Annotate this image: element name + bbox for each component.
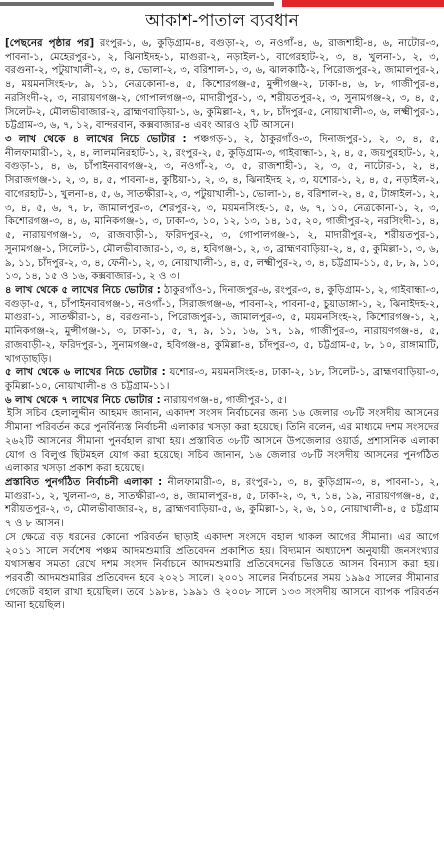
section-lead-5-6: ৫ লাখ থেকে ৬ লাখের নিচে ভোটার : (5, 367, 166, 379)
section-lead-6-7: ৬ লাখ থেকে ৭ লাখের নিচে ভোটার : (5, 394, 161, 406)
paragraph-text: পঞ্চগড়-১, ২, ঠাকুরগাঁও-৩, দিনাজপুর-১, ২, ৩, ৪, ৫, নীলফামারী-১, ২, ৪, লালমনিরহাট-১, ২, রংপুর-২, ৫, কুড়িগ্রাম-৩, গাইবান্ধা-১, ২, ৪, ৫, জয়পুরহাট-১, ২, বগুড়া-১, ৪, ৬, চাঁপাইনবাবগঞ্জ-২, ৩, নওগাঁ-২, ৩, ৫, রাজশাহী-১, ২, ৩, ৫, নাটোর-১, ২, ৪, সিরাজগঞ্জ-১, ২, ৩, ৪, ৫, পাবনা-৪, কুষ্টিয়া-১, ২, ৩, ৪, ঝিনাইদহ ২, ৩, যশোর-১, ২, ৪, ৫, নড়াইল-২, বাগেরহাট-১, খুলনা-৪, ৫, ৬, সাতক্ষীরা-২, ৩, পটুয়াখালী-১, ভোলা-১, ৪, বরিশাল-২, ৪, ৫, টাঙ্গাইল-১, ২, ৩, ৪, ৫, ৬, ৭, ৮, জামালপুর-৩, শেরপুর-২, ৩, ময়মনসিংহ-১, ৫, ৬, ৭, ১০, নেত্রকোনা-১, ২, ৩, কিশোরগঞ্জ-৩, ৪, ৬, মানিকগঞ্জ-১, ৩, ঢাকা-৩, ১০, ১২, ১৩, ১৪, ১৫, ২০, গাজীপুর-২, নরসিংদী-১, ৪, ৫, নারায়ণগঞ্জ-১, ৩, রাজবাড়ী-১, ফরিদপুর-২, ৩, গোপালগঞ্জ-১, ২, মাদারীপুর-২, শরীয়তপুর-১, সুনামগঞ্জ-১, সিলেট-১, মৌলভীবাজার-১, ৩, ৪, হবিগঞ্জ-১, ২, ৩, ব্রাহ্মণবাড়িয়া-২, ৪, ৫, কুমিল্লা-১, ৩, ৬, ৯, ১১, চাঁদপুর-২, ৩, ৪, ফেনী-১, ২, ৩, নোয়াখালী-১, ৪, ৫, লক্ষ্মীপুর-২, ৩, ৪, চট্টগ্রাম-১১, ৫, ৮, ৯, ১০, ১৩, ১৪, ১৫ ও ১৬, কক্সবাজার-১, ২ ও ৩। (5, 134, 439, 283)
paragraph-text: ইসি সচিব হেলালুদ্দীন আহমদ জানান, একাদশ সংসদ নির্বাচনের জন্য ১৬ জেলার ৩৮টি সংসদীয় আসনের সীমানা পরিবর্তন করে পুনর্বিন্যস্ত নির্বাচনী এলাকার খসড়া করা হয়েছে। তিনি বলেন, এর মাধ্যমে দশম সংসদের ২৬২টি আসনের সীমানা পুনর্বহাল রাখা হয়। প্রস্তাবিত ৩৮টি আসনে উপজেলার ওয়ার্ড, প্রশাসনিক এলাকা যোগ ও বিলুপ্ত ছিটমহল যোগ করা হয়েছে। সচিব জানান, ১৬ জেলার ৩৮টি সংসদীয় আসনের পুনর্গঠিত এলাকার খসড়া প্রকাশ করা হয়েছে। (5, 408, 439, 475)
section-lead-proposed: প্রস্তাবিত পুনর্গঠিত নির্বাচনী এলাকা : (5, 477, 163, 488)
paragraph-text: রংপুর-১, ৬, কুড়িগ্রাম-৪, বগুড়া-২, ৩, নওগাঁ-৪, ৬, রাজশাহী-৪, ৬, নাটোর-৩, পাবনা-১, মেহেরপুর-১, ২, ঝিনাইদহ-১, মাগুরা-২, নড়াইল-১, বাগেরহাট-২, ৩, ৪, খুলনা-১, ২, ৩, বরগুনা-২, পটুয়াখালী-২, ৩, ৪, ভোলা-২, ৩, বরিশাল-১, ৩, ৬, ঝালকাঠি-২, পিরোজপুর-২, জামালপুর-২, ৪, ময়মনসিংহ-৮, ৯, ১১, নেত্রকোনা-৪, ৫, কিশোরগঞ্জ-৫, মুন্সীগঞ্জ-২, ঢাকা-৪, ৬, ৮, গাজীপুর-৪, নরসিংদী-২, ৩, নারায়ণগঞ্জ-২, গোপালগঞ্জ-৩, মাদারীপুর-১, ৩, শরীয়তপুর-২, ৩, সুনামগঞ্জ-২, ৩, ৪, ৫, সিলেট-২, মৌলভীবাজার-২, ব্রাহ্মণবাড়িয়া-১, ৬, কুমিল্লা-২, ৭, ৮, চাঁদপুর-৫, নোয়াখালী-৩, ৬, লক্ষ্মীপুর-১, চট্টগ্রাম-৩, ৬, ৭, ১২, বান্দরবান, কক্সবাজার-৪ এবং আরও ২টি আসনে। (5, 38, 439, 132)
paragraph-4-to-5-lakh (5, 284, 439, 366)
paragraph-text: নারায়ণগঞ্জ-৪, গাজীপুর-১, ৫। (160, 394, 287, 406)
paragraph-3-to-4-lakh (5, 133, 439, 284)
article-body (5, 37, 439, 613)
continued-marker: [পেছনের পৃষ্ঠার পর] (5, 38, 95, 49)
paragraph-text: সে ক্ষেত্রে বড় ধরনের কোনো পরিবর্তন ছাড়াই একাদশ সংসদে বহাল থাকল আগের সীমানা। এর আগে ২০১১ সালে সর্বশেষ পঞ্চম আদমশুমারি প্রতিবেদন প্রকাশিত হয়। বিদ্যমান অধ্যাদেশ অনুযায়ী জনসংখ্যার যথাসম্ভব সমতা রেখে দশম সংসদ নির্বাচনে আদমশুমারি প্রতিবেদনের ভিত্তিতে আসন বিন্যাস করা হয়। পরবর্তী আদমশুমারির প্রতিবেদন হবে ২০২১ সালে। ২০০১ সালের নির্বাচনের সময় ১৯৯৫ সালের সীমানার গেজেট বহাল রাখা হয়েছিল। তবে ১৯৮৪, ১৯৯১ ও ২০০৮ সালে ১৩৩ সংসদীয় আসনে ব্যাপক পরিবর্তন আনা হয়েছিল। (5, 531, 439, 612)
header-rule (0, 0, 444, 8)
paragraph-text: যশোর-৩, ময়মনসিংহ-৪, ঢাকা-২, ১৮, সিলেট-১, ব্রাহ্মণবাড়িয়া-৩, কুমিল্লা-১০, নোয়াখালী-৪ ও চট্টগ্রাম-১১। (5, 367, 439, 392)
paragraph-ec-secretary (5, 407, 439, 476)
paragraph-5-to-6-lakh (5, 366, 439, 393)
paragraph-conclusion (5, 531, 439, 613)
section-lead-3-4: ৩ লাখ থেকে ৪ লাখের নিচে ভোটার : (5, 134, 187, 146)
paragraph-continued (5, 37, 439, 133)
paragraph-text: নীলফামারী-৩, ৪, রংপুর-১, ৩, ৪, কুড়িগ্রাম-৩, ৪, পাবনা-১, ২, মাগুরা-১, ২, খুলনা-৩, ৪, সাতক্ষীরা-৩, ৪, জামালপুর-৪, ৫, ঢাকা-২, ৩, ৭, ১৪, ১৯, নারায়ণগঞ্জ-৪, ৫, শরীয়তপুর-২, ৩, মৌলভীবাজার-২, ৪, ব্রাহ্মণবাড়িয়া-৫, ৬, কুমিল্লা-১, ২, ৬, ১০, নোয়াখালী-৪, ৫ চট্টগ্রাম ৭ ও ৮ আসন। (5, 477, 439, 530)
paragraph-proposed-areas (5, 476, 439, 531)
paragraph-6-to-7-lakh (5, 394, 439, 408)
paragraph-text: ঠাকুরগাঁও-১, দিনাজপুর-৬, রংপুর-৩, ৪, কুড়িগ্রাম-১, ২, গাইবান্ধা-৩, বগুড়া-৫, ৭, চাঁপাইনবাবগঞ্জ-১, নওগাঁ-১, সিরাজগঞ্জ-৬, পাবনা-২, পাবনা-৫, চুয়াডাঙ্গা-১, ২, ঝিনাইদহ-২, মাগুরা-১, সাতক্ষীরা-১, ৪, বরগুনা-১, পিরোজপুর-১, জামালপুর-৩, ৫, ময়মনসিংহ-২, কিশোরগঞ্জ-১, ২, মানিকগঞ্জ-২, মুন্সীগঞ্জ-১, ৩, ঢাকা-১, ৫, ৭, ৯, ১১, ১৬, ১৭, ১৯, গাজীপুর-৩, নারায়ণগঞ্জ-৪, ৫, রাজবাড়ী-২, ফরিদপুর-১, সুনামগঞ্জ-৫, হবিগঞ্জ-৪, কুমিল্লা-৪, চাঁদপুর-৩, ৫, চট্টগ্রাম-৫, ৮, ১০, রাঙ্গামাটি, খাগড়াছড়ি। (5, 284, 439, 365)
section-lead-4-5: ৪ লাখ থেকে ৫ লাখের নিচে ভোটার : (5, 284, 161, 296)
header-rule-red (282, 0, 444, 7)
page-bottom-edge (0, 843, 444, 849)
header-rule-dark (0, 2, 274, 6)
headline: আকাশ-পাতাল ব্যবধান (145, 11, 299, 31)
